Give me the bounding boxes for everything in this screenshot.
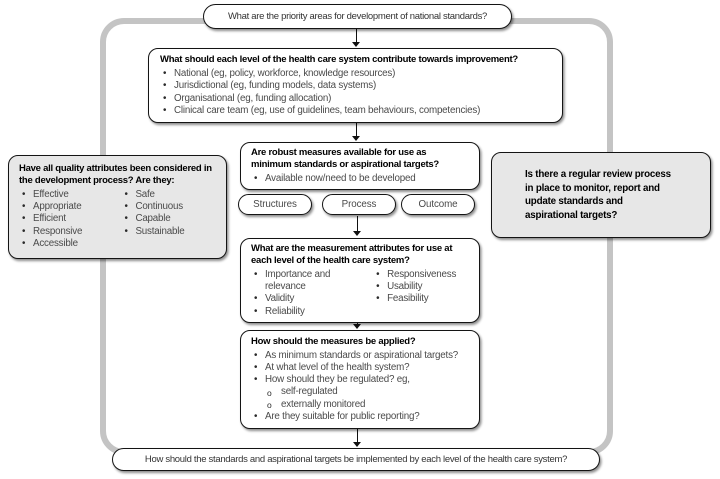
measures-box [240,142,480,190]
measures-list [251,173,469,185]
list-item: • Validity [251,293,373,305]
list-item: • How should they be regulated? eg, [251,374,469,386]
arrow-down-3 [357,216,358,231]
attributes-box [240,238,480,323]
quality-col2 [121,189,216,251]
arrow-down-5 [357,427,358,442]
arrow-down-1 [356,29,357,42]
list-item: • Feasibility [373,293,469,305]
sub-list-item: o self-regulated [251,386,469,398]
list-item: • Sustainable [121,226,216,238]
list-item: • As minimum standards or aspirational targets? [251,350,469,362]
list-item: • Clinical care team (eg, use of guidelines, team behaviours, competencies) [160,105,551,117]
pill-structures-label: Structures [253,199,297,210]
attributes-col1 [251,269,373,319]
attributes-col2 [373,269,469,319]
applied-list [251,350,469,423]
list-item: • Importance and relevance [251,269,373,294]
top-question-pill [203,4,512,29]
list-item: • At what level of the health system? [251,362,469,374]
pill-outcome-label: Outcome [418,199,458,210]
top-question-label: What are the priority areas for development of national standards? [227,11,488,22]
list-item: • Jurisdictional (eg, funding models, data systems) [160,80,551,92]
list-item: • National (eg, policy, workforce, knowledge resources) [160,68,551,80]
list-item: • Usability [373,281,469,293]
quality-attributes-box [8,155,227,259]
review-text: Is there a regular review process in place to monitor, report and update standards and aspirational targets? [525,169,671,221]
list-item: • Responsiveness [373,269,469,281]
bottom-question-label: How should the standards and aspirational targets be implemented by each level of the health care system? [144,454,568,465]
pill-process [322,194,396,215]
pill-process-label: Process [341,199,377,210]
list-item: • Available now/need to be developed [251,173,469,185]
applied-title: How should the measures be applied? [251,336,416,347]
list-item: • Effective [19,189,121,201]
list-item: • Accessible [19,238,121,250]
arrow-down-2 [356,122,357,136]
contribute-box [148,48,563,123]
list-item: • Organisational (eg, funding allocation) [160,93,551,105]
contribute-list [160,68,551,118]
list-item: • Continuous [121,201,216,213]
measures-title: Are robust measures available for use as minimum standards or aspirational targets? [251,147,439,170]
list-item: • Appropriate [19,201,121,213]
attributes-title: What are the measurement attributes for use at each level of the health care system? [251,243,453,266]
contribute-title: What should each level of the health care system contribute towards improvement? [160,54,518,65]
list-item: • Capable [121,213,216,225]
review-process-box [491,152,711,238]
list-item: • Reliability [251,306,373,318]
applied-box [240,330,480,429]
pill-outcome [401,194,475,215]
list-item: • Efficient [19,213,121,225]
quality-col1 [19,189,121,251]
list-item: • Safe [121,189,216,201]
list-item: • Responsive [19,226,121,238]
bottom-question-pill [112,448,600,471]
sub-list-item: o externally monitored [251,399,469,411]
pill-structures [238,194,312,215]
list-item: • Are they suitable for public reporting? [251,411,469,423]
quality-title: Have all quality attributes been considered in the development process? Are they: [19,163,212,186]
